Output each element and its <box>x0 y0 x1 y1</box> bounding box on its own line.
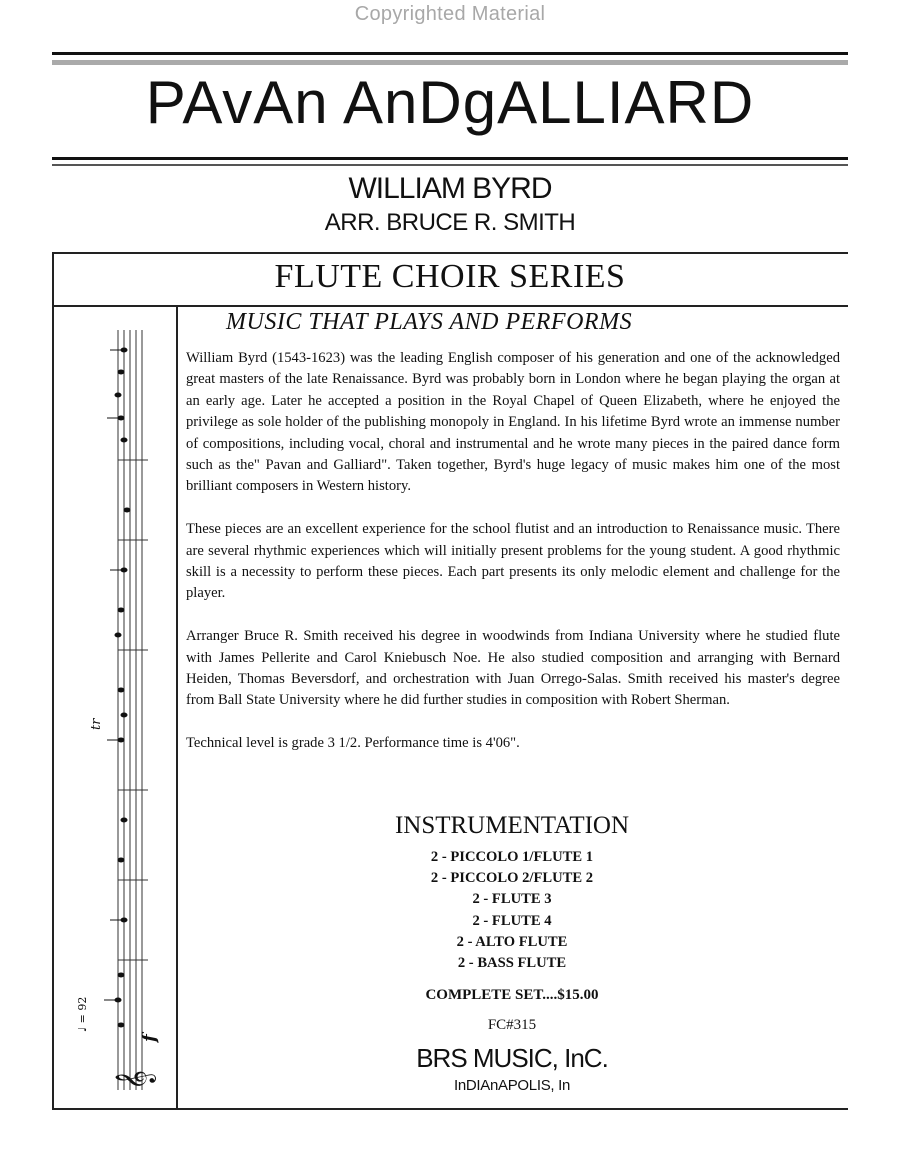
copyright-watermark: Copyrighted Material <box>354 3 546 25</box>
series-title: FLUTE CHOIR SERIES <box>274 258 626 295</box>
publisher-name: BRS MUSIC, InC. <box>416 1043 608 1073</box>
pedagogy-paragraph: These pieces are an excellent experience for the school flutist and an introduction to Renaissance music. There are several rhythmic experiences which will initially present problems for the young student. A good rhythmic skill is a necessity to perform these pieces. Each part presents its only melodic element and challenge for the player. <box>186 521 840 602</box>
composer-name: WILLIAM BYRD <box>348 172 552 205</box>
instrumentation-heading: INSTRUMENTATION <box>394 812 630 839</box>
technical-level-paragraph: Technical level is grade 3 1/2. Performance time is 4'06". <box>186 735 520 752</box>
series-divider <box>52 305 848 307</box>
description-text <box>186 348 840 776</box>
complete-set-price: COMPLETE SET....$15.00 <box>425 987 599 1003</box>
page-title: PAvAn AnDgALLIARD <box>145 69 755 136</box>
instrument-item: 2 - BASS FLUTE <box>457 955 567 972</box>
instrument-item: 2 - ALTO FLUTE <box>456 933 568 950</box>
dynamic-marking: f <box>139 1034 160 1042</box>
bio-paragraph: William Byrd (1543-1623) was the leading English composer of his generation and one of the acknowledged great masters of the late Renaissance. Byrd was probably born in London where he began playing the organ at an early age. Later he accepted a position in the Royal Chapel of Queen Elizabeth, where he enjoyed the privilege as sole holder of the publishing monopoly in England. In his lifetime Byrd wrote an immense number of compositions, including vocal, choral and instrumental and he wrote many pieces in the paired dance form such as the" Pavan and Galliard". Taken together, Byrd's huge legacy of music makes him one of the most brilliant composers in Western history. <box>186 350 840 495</box>
top-rule <box>52 52 848 55</box>
instrument-item: 2 - FLUTE 4 <box>472 912 552 929</box>
arranger-paragraph: Arranger Bruce R. Smith received his degree in woodwinds from Indiana University where he studied flute with James Pellerite and Carol Kniebusch Noe. He also studied composition and arranging with Bernard Heiden, Thomas Beversdorf, and orchestration with Juan Orrego-Salas. Smith received his master's degree from Ball State University where he did further studies in composition with Robert Sherman. <box>186 628 840 709</box>
top-rule-shadow <box>52 60 848 65</box>
bar-lines <box>118 460 148 960</box>
trill-ornament: tr <box>89 718 104 730</box>
treble-clef: 𝄞 <box>115 1069 155 1090</box>
instrument-item: 2 - PICCOLO 1/FLUTE 1 <box>430 849 594 865</box>
arranger-name: ARR. BRUCE R. SMITH <box>324 209 576 236</box>
publisher-city: InDIAnAPOLIS, In <box>453 1077 571 1094</box>
catalog-number: FC#315 <box>487 1017 537 1033</box>
score-excerpt-image <box>60 320 170 1100</box>
title-rule <box>52 157 848 160</box>
instrument-item: 2 - FLUTE 3 <box>472 891 552 908</box>
series-tagline: MUSIC THAT PLAYS AND PERFORMS <box>226 309 633 335</box>
column-divider <box>176 305 178 1109</box>
note-stems <box>104 350 124 1000</box>
note-heads <box>115 348 131 1028</box>
instrument-item: 2 - PICCOLO 2/FLUTE 2 <box>430 870 594 887</box>
tempo-marking: ♩ = 92 <box>76 996 89 1032</box>
instrumentation-list <box>312 847 712 974</box>
title-rule-shadow <box>52 164 848 166</box>
